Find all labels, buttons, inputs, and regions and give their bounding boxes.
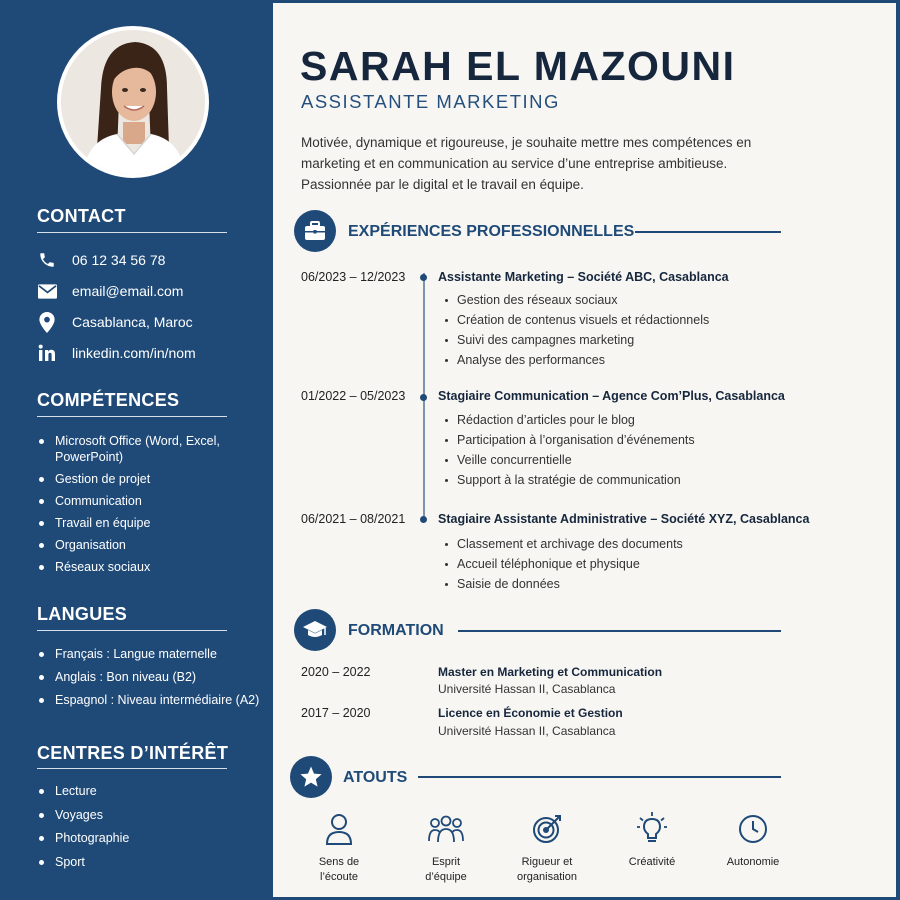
skills-divider	[37, 416, 227, 417]
strength-label: Sens de l’écoute	[318, 856, 360, 883]
experience-divider	[635, 231, 781, 233]
briefcase-icon	[294, 210, 336, 252]
interests-list	[39, 783, 239, 870]
strength-label: Rigueur et organisation	[517, 856, 577, 883]
sidebar	[0, 0, 273, 900]
languages-divider	[37, 630, 227, 631]
job-task: Accueil téléphonique et physique	[445, 554, 683, 574]
job-task: Création de contenus visuels et rédactionnels	[445, 310, 709, 330]
person-icon	[289, 811, 389, 847]
skill-item: Communication	[39, 493, 239, 509]
job-task: Analyse des performances	[445, 350, 709, 370]
interest-item: Sport	[39, 854, 239, 870]
star-icon	[290, 756, 332, 798]
job-heading: Stagiaire Assistante Administrative – Société XYZ, Casablanca	[438, 512, 810, 526]
job-task: Classement et archivage des documents	[445, 534, 683, 554]
job-tasks	[445, 290, 709, 370]
skill-item: Microsoft Office (Word, Excel, PowerPoint)	[39, 433, 239, 465]
interests-divider	[37, 768, 227, 769]
interests-title: CENTRES D’INTÉRÊT	[37, 743, 229, 763]
education-degree: Master en Marketing et Communication	[438, 665, 663, 679]
strength-listening	[289, 811, 389, 885]
interest-item: Photographie	[39, 830, 239, 846]
languages-list	[39, 646, 264, 708]
strength-team	[396, 811, 496, 885]
strength-label: Esprit d’équipe	[425, 856, 467, 883]
education-degree: Licence en Économie et Gestion	[438, 706, 623, 720]
experience-title: EXPÉRIENCES PROFESSIONNELLES	[348, 223, 635, 240]
lightbulb-icon	[602, 811, 702, 847]
contact-location[interactable]	[37, 311, 193, 333]
education-school: Université Hassan II, Casablanca	[438, 724, 616, 738]
strength-autonomy	[703, 811, 803, 870]
job-task: Gestion des réseaux sociaux	[445, 290, 709, 310]
interest-item: Lecture	[39, 783, 239, 799]
email-text: email@email.com	[72, 283, 184, 299]
contact-phone[interactable]	[37, 249, 166, 271]
candidate-name: SARAH EL MAZOUNI	[300, 43, 736, 89]
email-icon	[37, 281, 57, 301]
strengths-title: ATOUTS	[343, 769, 408, 786]
graduation-cap-icon	[294, 609, 336, 651]
location-pin-icon	[37, 312, 57, 332]
timeline-dot	[420, 516, 427, 523]
target-icon	[497, 811, 597, 847]
contact-title: CONTACT	[37, 206, 126, 226]
skill-item: Gestion de projet	[39, 471, 239, 487]
timeline-dot	[420, 394, 427, 401]
strength-label: Créativité	[628, 856, 676, 868]
main-content	[273, 3, 896, 897]
strength-label: Autonomie	[726, 856, 780, 868]
timeline-dot	[420, 274, 427, 281]
contact-linkedin[interactable]	[37, 342, 196, 364]
job-task: Support à la stratégie de communication	[445, 470, 695, 490]
strengths-divider	[418, 776, 781, 778]
job-tasks	[445, 410, 695, 490]
job-task: Suivi des campagnes marketing	[445, 330, 709, 350]
education-school: Université Hassan II, Casablanca	[438, 682, 616, 696]
education-divider	[458, 630, 781, 632]
phone-text: 06 12 34 56 78	[72, 252, 166, 268]
education-title: FORMATION	[348, 622, 444, 639]
job-tasks	[445, 534, 683, 594]
skill-item: Réseaux sociaux	[39, 559, 239, 575]
education-years: 2020 – 2022	[301, 665, 371, 679]
job-task: Rédaction d’articles pour le blog	[445, 410, 695, 430]
job-heading: Assistante Marketing – Société ABC, Casablanca	[438, 270, 729, 284]
skill-item: Travail en équipe	[39, 515, 239, 531]
clock-icon	[703, 811, 803, 847]
language-item: Anglais : Bon niveau (B2)	[39, 669, 264, 685]
candidate-role: ASSISTANTE MARKETING	[301, 91, 560, 112]
profile-photo	[57, 26, 209, 178]
contact-divider	[37, 232, 227, 233]
team-icon	[396, 811, 496, 847]
job-dates: 01/2022 – 05/2023	[301, 389, 406, 403]
linkedin-icon	[37, 343, 57, 363]
job-dates: 06/2023 – 12/2023	[301, 270, 406, 284]
language-item: Français : Langue maternelle	[39, 646, 264, 662]
education-years: 2017 – 2020	[301, 706, 371, 720]
job-task: Veille concurrentielle	[445, 450, 695, 470]
location-text: Casablanca, Maroc	[72, 314, 193, 330]
job-dates: 06/2021 – 08/2021	[301, 512, 406, 526]
skills-title: COMPÉTENCES	[37, 390, 180, 410]
profile-summary: Motivée, dynamique et rigoureuse, je souhaite mettre mes compétences en marketing et en communication au service d’une entreprise ambitieuse. Passionnée par le digital et le travail en équipe.	[301, 135, 752, 192]
linkedin-text: linkedin.com/in/nom	[72, 345, 196, 361]
job-task: Saisie de données	[445, 574, 683, 594]
language-item: Espagnol : Niveau intermédiaire (A2)	[39, 692, 264, 708]
languages-title: LANGUES	[37, 604, 128, 624]
phone-icon	[37, 250, 57, 270]
skills-list	[39, 433, 239, 575]
strength-creativity	[602, 811, 702, 870]
strength-rigor	[497, 811, 597, 885]
interest-item: Voyages	[39, 807, 239, 823]
contact-email[interactable]	[37, 280, 184, 302]
job-heading: Stagiaire Communication – Agence Com’Plus, Casablanca	[438, 389, 785, 403]
job-task: Participation à l’organisation d’événements	[445, 430, 695, 450]
skill-item: Organisation	[39, 537, 239, 553]
